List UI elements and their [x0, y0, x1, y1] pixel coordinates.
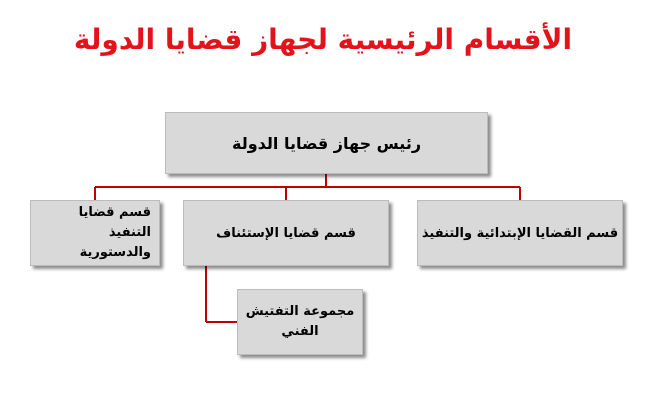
node-left [30, 200, 160, 266]
diagram-title: الأقسام الرئيسية لجهاز قضايا الدولة [73, 23, 573, 56]
node-middle [183, 200, 389, 266]
node-head-label: رئيس جهاز قضايا الدولة [231, 133, 422, 153]
node-sub-label: مجموعة التفتيش الفني [245, 304, 355, 339]
node-middle-label: قسم قضايا الإستئناف [216, 225, 356, 241]
node-head [165, 112, 488, 174]
node-right-label: قسم القضايا الإبتدائية والتنفيذ [421, 225, 619, 241]
node-sub [237, 289, 363, 355]
node-left-label: قسم قضايا التنفيذ والدستورية [78, 205, 151, 260]
node-right [417, 200, 623, 266]
